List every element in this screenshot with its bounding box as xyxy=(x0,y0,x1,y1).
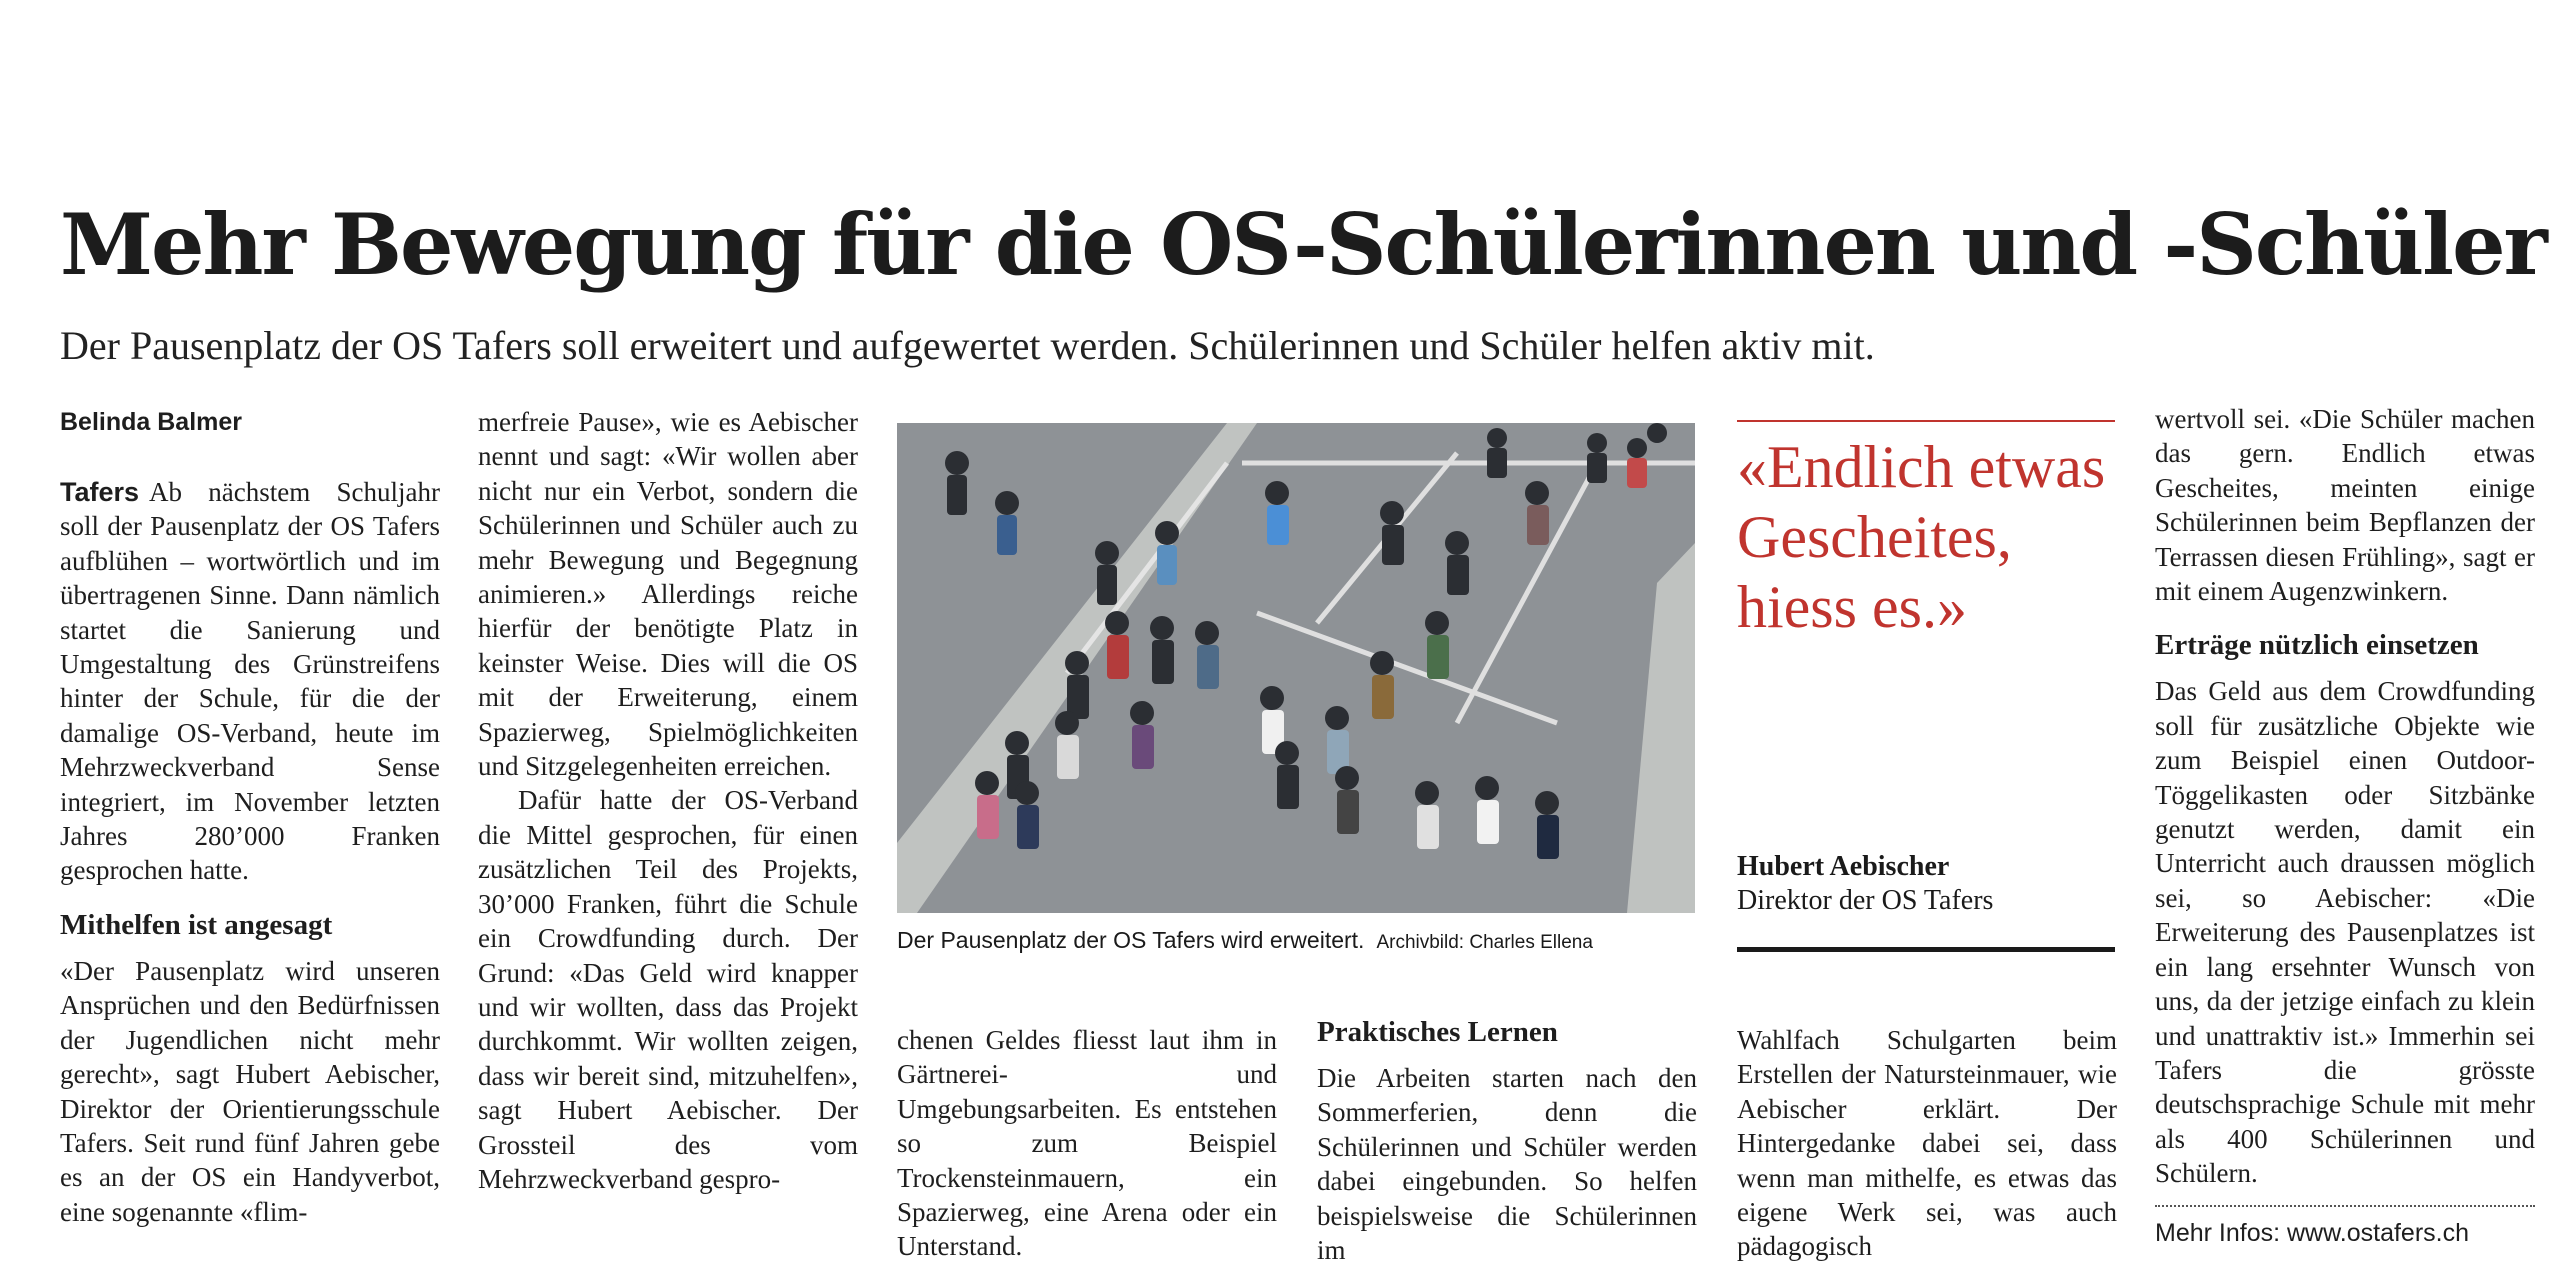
dotted-divider xyxy=(2155,1205,2535,1207)
subheading-mithelfen: Mithelfen ist angesagt xyxy=(60,908,333,941)
lead-paragraph: Der Pausenplatz der OS Tafers soll erweitert und aufgewertet werden. Schülerinnen und Schüler helfen aktiv mit. xyxy=(60,323,1875,368)
headline: Mehr Bewegung für die OS-Schülerinnen und -Schüler xyxy=(60,195,2546,294)
pull-quote-text: «Endlich etwas Gescheites, hiess es.» xyxy=(1737,434,2106,640)
body-paragraph: «Der Pausenplatz wird unseren Ansprüchen und den Bedürfnissen der Jugendlichen nicht mehr gerecht», sagt Hubert Aebischer, Direktor der Orientierungsschule Tafers. Seit rund fünf Jahren gebe es an der OS ein Handyverbot, eine sogenannte «flim- xyxy=(60,955,440,1227)
schoolyard-photo xyxy=(897,423,1695,913)
pull-quote xyxy=(1737,420,2115,952)
pull-quote-role: Direktor der OS Tafers xyxy=(1737,885,1994,916)
article-column-4 xyxy=(1317,995,1697,1267)
photo-credit: Archivbild: Charles Ellena xyxy=(1376,932,1593,953)
article-column-2 xyxy=(478,405,858,1196)
photo-caption: Der Pausenplatz der OS Tafers wird erweitert. Archivbild: Charles Ellena xyxy=(897,927,1593,953)
schoolyard-illustration xyxy=(897,423,1695,913)
article-column-4-continued xyxy=(1737,1023,2117,1264)
subheading-praktisches-lernen: Praktisches Lernen xyxy=(1317,1016,1558,1048)
body-paragraph: merfreie Pause», wie es Aebischer nennt und sagt: «Wir wollen aber nicht nur ein Verbot, sondern die Schülerinnen und Schüler auch zu mehr Bewegung und Begegnung animieren.» Allerdings reiche hierfür der benötigte Platz in keinster Weise. Dies will die OS mit der Erweiterung, einem Spazierweg, Spielmöglichkeiten und Sitzgelegenheiten erreichen. xyxy=(478,407,858,782)
body-paragraph: chenen Geldes fliesst laut ihm in Gärtnerei- und Umgebungsarbeiten. Es entstehen so zum Beispiel Trockensteinmauern, ein Spazierweg, eine Arena oder ein Unterstand. xyxy=(897,1025,1277,1262)
subheading-ertraege: Erträge nützlich einsetzen xyxy=(2155,629,2479,662)
article-column-1 xyxy=(60,405,440,1229)
body-paragraph: Das Geld aus dem Crowdfunding soll für zusätzliche Objekte wie zum Beispiel einen Outdoor-Töggelikasten oder Sitzbänke genutzt werden, damit ein Unterricht auch draussen möglich sei, so Aebischer: «Die Erweiterung des Pausenplatzes ist ein lang ersehnter Wunsch von uns, da der jetzige einfach zu klein und unattraktiv ist.» Immerhin sei Tafers die grösste deutschsprachige Schule mit mehr als 400 Schülerinnen und Schülern. xyxy=(2155,676,2535,1189)
body-paragraph: Dafür hatte der OS-Verband die Mittel gesprochen, für einen zusätzlichen Teil des Projekts, 30’000 Franken, führt die Schule ein Crowdfunding durch. Der Grund: «Das Geld wird knapper und wir wollten, dass das Projekt durchkommt. Wir wollten zeigen, dass wir bereit sind, mitzuhelfen», sagt Hubert Aebischer. Der Grossteil des vom Mehrzweckverband gespro- xyxy=(478,785,858,1194)
pull-quote-name: Hubert Aebischer xyxy=(1737,851,1950,882)
article-column-5 xyxy=(2155,402,2535,1249)
more-info-link[interactable]: Mehr Infos: www.ostafers.ch xyxy=(2155,1218,2470,1247)
dateline: Tafers xyxy=(60,477,140,507)
body-paragraph: wertvoll sei. «Die Schüler machen das gern. Endlich etwas Gescheites, meinten einige Schülerinnen beim Bepflanzen der Terrassen diesen Frühling», sagt er mit einem Augenzwinkern. xyxy=(2155,404,2535,607)
byline: Belinda Balmer xyxy=(60,408,243,436)
body-paragraph: Wahlfach Schulgarten beim Erstellen der Natursteinmauer, wie Aebischer erklärt. Der Hintergedanke dabei sei, dass wenn man mithelfe, es etwas das eigene Werk sei, was auch pädagogisch xyxy=(1737,1025,2117,1262)
body-paragraph: Die Arbeiten starten nach den Sommerferien, denn die Schülerinnen und Schüler werden dabei eingebunden. So helfen beispielsweise die Schülerinnen im xyxy=(1317,1063,1697,1266)
article-column-3 xyxy=(897,1023,1277,1264)
body-paragraph: Tafers Ab nächstem Schuljahr soll der Pausenplatz der OS Tafers aufblühen – wortwörtlich und im übertragenen Sinne. Dann nämlich startet die Sanierung und Umgestaltung des Grünstreifens hinter der Schule, für die der damalige OS-Verband, heute im Mehrzweckverband Sense integriert, im November letzten Jahres 280’000 Franken gesprochen hatte. xyxy=(60,477,440,886)
